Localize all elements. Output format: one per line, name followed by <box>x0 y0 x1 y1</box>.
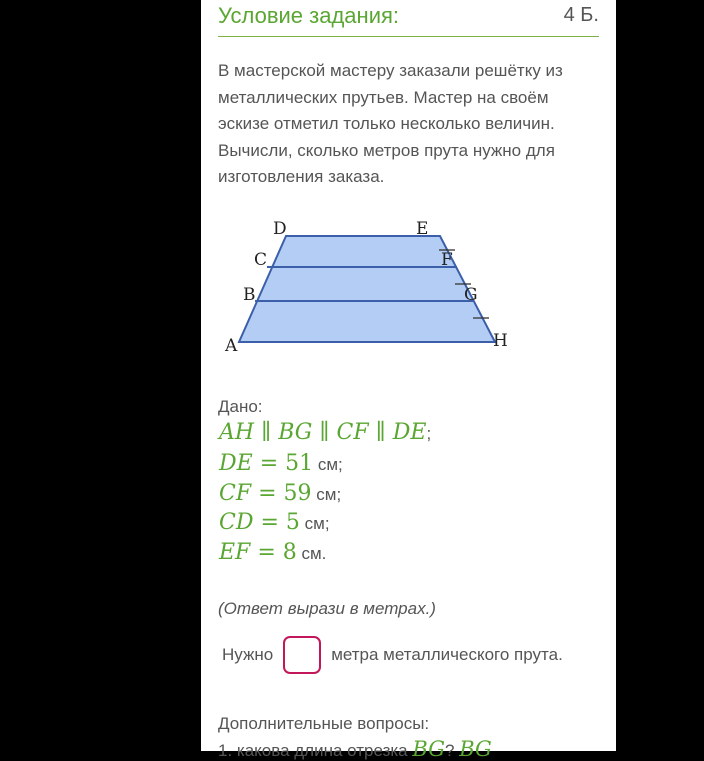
given-line-de <box>219 451 343 476</box>
trapezoid-figure <box>221 212 521 357</box>
given-value: 59 <box>283 481 312 506</box>
extra-question-1 <box>218 737 492 761</box>
task-panel <box>201 0 616 761</box>
answer-row <box>222 634 563 676</box>
task-title: Условие задания: <box>218 3 400 28</box>
label-b: B <box>243 285 256 305</box>
given-unit: см; <box>311 485 342 504</box>
given-value: 8 <box>282 540 297 565</box>
answer-note: (Ответ вырази в метрах.) <box>218 599 436 618</box>
task-header <box>218 0 599 37</box>
given-eq: = <box>252 451 286 476</box>
answer-input[interactable] <box>283 636 321 674</box>
given-parallel <box>219 420 431 445</box>
answer-prefix: Нужно <box>222 645 274 664</box>
given-line-cd <box>219 510 330 535</box>
given-value: 51 <box>285 451 314 476</box>
task-points: 4 Б. <box>563 4 599 26</box>
given-line-ef <box>219 540 326 565</box>
extra-q1-var: BG <box>412 737 445 761</box>
label-f: F <box>441 250 453 270</box>
given-unit: см; <box>299 514 330 533</box>
given-lhs: EF <box>219 540 251 565</box>
given-eq: = <box>250 540 283 565</box>
extra-q1-var2: BG <box>459 737 492 761</box>
given-lhs: CF <box>219 481 252 506</box>
given-line-cf <box>219 481 341 506</box>
task-text: В мастерской мастеру заказали решётку из металлических прутьев. Мастер на своём эскизе отметил только несколько величин. Вычисли, сколько метров прута нужно для изготовления заказа. <box>218 61 563 186</box>
given-label: Дано: <box>218 397 263 416</box>
extra-questions-label: Дополнительные вопросы: <box>218 714 430 733</box>
answer-suffix: метра металлического прута. <box>331 645 563 664</box>
label-a: A <box>225 336 238 356</box>
label-g: G <box>464 285 478 305</box>
given-eq: = <box>251 481 284 506</box>
given-lhs: DE <box>219 451 253 476</box>
label-d: D <box>273 219 287 239</box>
trapezoid-shape <box>239 236 495 342</box>
extra-q1-mid: ? <box>444 741 455 760</box>
extra-q1-prefix: 1. какова длина отрезка <box>218 741 408 760</box>
given-lhs: CD <box>219 510 254 535</box>
label-h: H <box>493 331 508 351</box>
parallel-end: ; <box>426 424 432 443</box>
given-unit: см. <box>296 544 327 563</box>
given-value: 5 <box>285 510 300 535</box>
label-c: C <box>254 250 268 270</box>
label-e: E <box>416 219 429 239</box>
given-eq: = <box>253 510 286 535</box>
parallel-expression: AH ∥ BG ∥ CF ∥ DE <box>219 420 427 445</box>
given-unit: см; <box>313 455 343 474</box>
